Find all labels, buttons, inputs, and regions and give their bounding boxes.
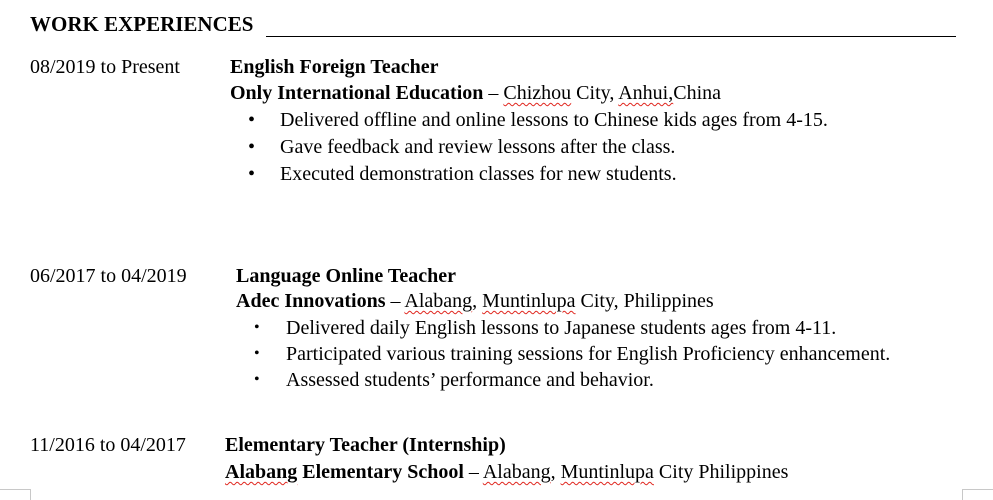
job-2-separator: – — [385, 290, 405, 312]
list-item — [234, 367, 890, 393]
job-2-location-country: City, Philippines — [575, 290, 714, 312]
job-2-location-city: Alabang — [404, 290, 473, 312]
heading-underline-rule — [266, 36, 956, 37]
job-1-location-mid: City, — [571, 82, 619, 104]
bullet-icon: • — [248, 136, 256, 158]
job-2-location-municipality: Muntinlupa — [482, 290, 576, 312]
job-3-employer-name: Alabang — [225, 461, 298, 483]
bullet-icon: • — [254, 319, 260, 336]
bullet-icon: • — [248, 163, 256, 185]
duty-text: Delivered daily English lessons to Japanese students ages from 4-11. — [286, 317, 837, 339]
job-1-employer: Only International Education — [230, 82, 484, 104]
job-3-location-city: Alabang — [482, 461, 551, 483]
bullet-icon: • — [248, 109, 256, 131]
job-3-dates: 11/2016 to 04/2017 — [30, 434, 186, 456]
duty-text: Participated various training sessions for English Proficiency enhancement. — [286, 343, 891, 365]
job-1-location-country: China — [673, 82, 722, 104]
page-corner-mark-right-vertical — [962, 489, 963, 500]
job-1-separator: – — [483, 82, 504, 104]
job-1-location-province: Anhui, — [618, 82, 674, 104]
list-item — [234, 341, 890, 367]
job-3-employer-line — [225, 461, 788, 484]
list-item — [230, 161, 828, 188]
job-2-employer: Adec Innovations — [236, 290, 386, 312]
job-1-employer-line — [230, 82, 721, 105]
job-2-dates: 06/2017 to 04/2019 — [30, 265, 187, 287]
page-corner-mark-right — [962, 489, 993, 490]
job-1-title: English Foreign Teacher — [230, 56, 439, 78]
duty-text: Executed demonstration classes for new students. — [280, 163, 677, 185]
job-3-location-country: City Philippines — [653, 461, 789, 483]
duty-text: Gave feedback and review lessons after the class. — [280, 136, 676, 158]
page-corner-mark-left — [0, 489, 31, 490]
section-heading: WORK EXPERIENCES — [30, 12, 254, 36]
job-3-employer-rest: Elementary School — [297, 461, 464, 483]
list-item — [234, 315, 890, 341]
job-1-location-city: Chizhou — [503, 82, 572, 104]
job-2-duties — [234, 315, 890, 393]
job-2-employer-line — [236, 290, 714, 313]
job-3-location-mid: , — [550, 461, 561, 483]
job-3-location-municipality: Muntinlupa — [560, 461, 654, 483]
duty-text: Delivered offline and online lessons to Chinese kids ages from 4-15. — [280, 109, 828, 131]
job-3-title: Elementary Teacher (Internship) — [225, 434, 506, 456]
job-3-separator: – — [463, 461, 483, 483]
job-2-title: Language Online Teacher — [236, 265, 457, 287]
job-1-duties — [230, 107, 828, 188]
page-corner-mark-left-vertical — [30, 489, 31, 500]
list-item — [230, 107, 828, 134]
job-2-location-mid: , — [472, 290, 483, 312]
duty-text: Assessed students’ performance and behavior. — [286, 369, 654, 391]
job-1-dates: 08/2019 to Present — [30, 56, 180, 78]
bullet-icon: • — [254, 345, 260, 362]
bullet-icon: • — [254, 371, 260, 388]
list-item — [230, 134, 828, 161]
